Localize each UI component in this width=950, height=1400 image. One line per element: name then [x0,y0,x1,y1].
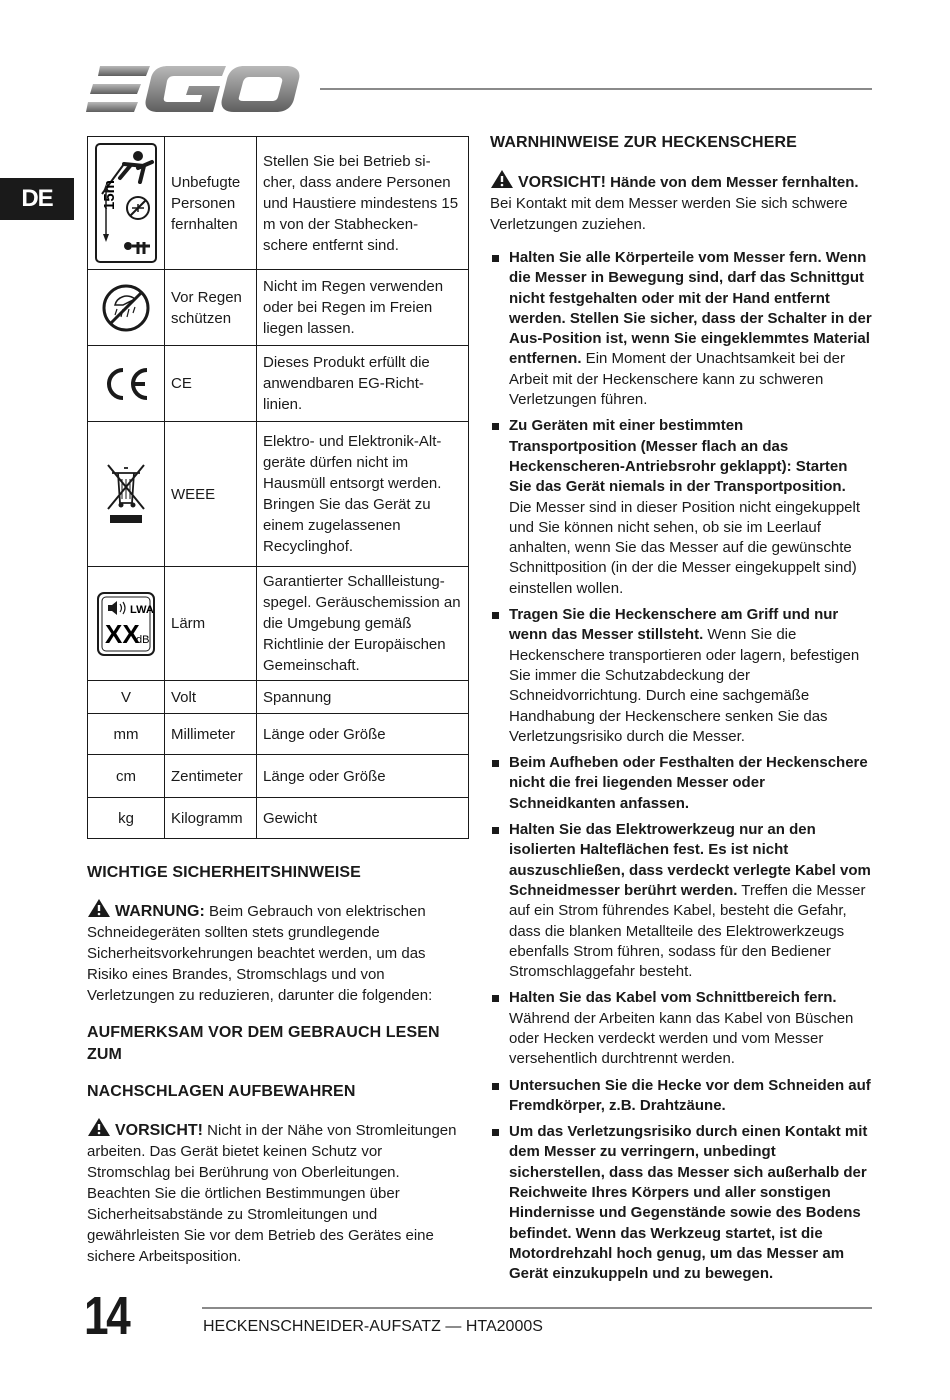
caution-label: VORSICHT! [115,1122,203,1139]
symbol-name: CE [165,346,257,422]
table-row [88,270,469,346]
section-heading: AUFMERKSAM VOR DEM GEBRAUCH LESEN ZUM [87,1024,440,1063]
list-item: Halten Sie das Elektrowerkzeug nur an den isolierten Halteflächen fest. Es ist nicht auszuschließen, dass verdeckt verlegte Kabel vom Schneidmesser berührt werden. Treffen die Messer auf ein Strom führendes Kabel, besteht die Gefahr, dass die blanken Metallteile des Elektrowerkzeugs ebenfalls Strom führen, sodass für den Bediener Stromschlaggefahr besteht. [490,820,872,982]
warning-text: Beim Gebrauch von elektrischen Schneidegeräten sollten stets grundlegende Sicherheitsvorkehrungen beachtet werden, um das Risiko eines Brandes, Stromschlags und von Verletzungen zu reduzieren, darunter die folgenden: [87,903,433,1004]
symbol-name: Millimeter [165,714,257,755]
symbol-description: Stellen Sie bei Betrieb si-cher, dass andere Personen und Haustiere mindestens 15 m von der Stabhecken-schere entfernt sind. [257,137,469,270]
warning-label: WARNUNG: [115,903,205,920]
symbol-cell: kg [88,798,165,839]
symbol-description: Dieses Produkt erfüllt die anwendbaren EG-Richt-linien. [257,346,469,422]
table-row [88,346,469,422]
symbol-cell [88,270,165,346]
symbol-cell [88,137,165,270]
table-row [88,714,469,755]
header-rule [320,88,872,90]
list-item: Untersuchen Sie die Hecke vor dem Schneiden auf Fremdkörper, z.B. Drahtzäune. [490,1076,872,1117]
symbol-name: Lärm [165,567,257,681]
caution-paragraph [87,1117,467,1267]
page-number: 14 [84,1286,129,1346]
warning-triangle-icon [87,1117,111,1137]
symbol-name: Zentimeter [165,755,257,798]
bystander-distance-icon [94,142,158,264]
table-row [88,567,469,681]
warning-paragraph [87,898,467,1006]
lwa-label: LWA [130,603,154,616]
noise-value: XX [105,618,140,649]
ego-logo [86,64,300,114]
noise-level-icon [96,591,156,657]
no-rain-icon [101,283,151,333]
hedge-trimmer-warnings [490,132,872,1291]
symbol-cell: V [88,681,165,714]
symbol-name: WEEE [165,422,257,567]
symbol-description: Länge oder Größe [257,714,469,755]
symbol-description: Länge oder Größe [257,755,469,798]
list-item: Beim Aufheben oder Festhalten der Heckenschere nicht die frei liegenden Messer oder Schneidkanten anfassen. [490,753,872,814]
symbol-name: Vor Regen schützen [165,270,257,346]
section-heading: WICHTIGE SICHERHEITSHINWEISE [87,864,361,881]
symbol-cell [88,422,165,567]
caution-paragraph [490,169,872,235]
list-item: Tragen Sie die Heckenschere am Griff und nur wenn das Messer stillsteht. Wenn Sie die Heckenschere transportieren oder lagern, befestigen Sie immer die Schutzabdeckung der Schneidvorrichtung. Durch eine sachgemäße Handhabung der Heckenschere senken Sie das Verletzungsrisiko durch die Messer. [490,605,872,747]
symbol-table [87,136,469,839]
list-item: Zu Geräten mit einer bestimmten Transportposition (Messer flach an das Heckenscheren-Antriebsrohr geklappt): Starten Sie das Gerät niemals in der Transportposition. Die Messer sind in dieser Position nicht eingekuppelt und Sie können nicht sehen, ob sie im Leerlauf anhalten, wenn Sie das Messer auf die gewünschte Schnittposition (in der die Messer eingekuppelt sind) einstellen wollen. [490,416,872,599]
list-item: Halten Sie das Kabel vom Schnittbereich fern. Während der Arbeiten kann das Kabel von Büschen oder Hecken verdeckt werden und vom Messer versehentlich durchtrennt werden. [490,988,872,1069]
symbol-cell: mm [88,714,165,755]
warning-list [490,248,872,1285]
list-item: Halten Sie alle Körperteile vom Messer fern. Wenn die Messer in Bewegung sind, darf das Schnittgut nicht festgehalten oder mit der Hand entfernt werden. Stellen Sie sicher, dass der Schalter in der Aus-Position ist, wenn Sie eingeklemmtes Material entfernen. Ein Moment der Unachtsamkeit bei der Arbeit mit der Heckenschere kann zu schweren Verletzungen führen. [490,248,872,410]
symbol-description: Spannung [257,681,469,714]
footer-title: HECKENSCHNEIDER-AUFSATZ — HTA2000S [203,1318,543,1335]
caution-bold-text: Hände von dem Messer fernhalten. [610,174,859,191]
caution-text: Nicht in der Nähe von Stromleitungen arbeiten. Das Gerät bietet keinen Schutz vor Stromschlag bei Berührung von Oberleitungen. Beachten Sie die örtlichen Bestimmungen über Sicherheitsabstände zu Stromleitungen und gewährleisten Sie vor dem Betrieb des Gerätes eine sichere Arbeitsposition. [87,1122,457,1265]
table-row [88,422,469,567]
table-row [88,137,469,270]
table-row [88,798,469,839]
section-heading: WARNHINWEISE ZUR HECKENSCHERE [490,134,797,151]
safety-section [87,862,467,1267]
caution-text: Bei Kontakt mit dem Messer werden Sie sich schwere Verletzungen zuziehen. [490,195,848,233]
section-heading: NACHSCHLAGEN AUFBEWAHREN [87,1083,356,1100]
table-row [88,755,469,798]
table-row [88,681,469,714]
symbol-name: Kilogramm [165,798,257,839]
symbol-description: Nicht im Regen verwenden oder bei Regen im Freien liegen lassen. [257,270,469,346]
ce-mark-icon [101,367,151,401]
distance-label: 15m [101,179,118,210]
symbol-name: Unbefugte Personen fernhalten [165,137,257,270]
symbol-description: Garantierter Schallleistung-spegel. Geräuschemission an die Umgebung gemäß Richtlinie der Europäischen Gemeinschaft. [257,567,469,681]
symbol-cell [88,346,165,422]
warning-triangle-icon [87,898,111,918]
list-item: Um das Verletzungsrisiko durch einen Kontakt mit dem Messer zu verringern, unbedingt sicherstellen, dass das Messer sich außerhalb der Reichweite Ihres Körpers und aller sonstigen Hindernisse und Gegenstände sowie des Bodens befindet. Wenn das Werkzeug startet, ist die Motordrehzahl hoch genug, um das Messer am Gerät einzukuppeln und zu bewegen. [490,1122,872,1284]
symbol-description: Elektro- und Elektronik-Alt-geräte dürfen nicht im Hausmüll entsorgt werden. Bringen Sie das Gerät zu einem zugelassenen Recyclinghof. [257,422,469,567]
symbol-cell [88,567,165,681]
symbol-description: Gewicht [257,798,469,839]
symbol-name: Volt [165,681,257,714]
language-tab: DE [0,178,74,220]
warning-triangle-icon [490,169,514,189]
weee-bin-icon [104,463,148,525]
symbol-cell: cm [88,755,165,798]
noise-unit: dB [136,633,150,646]
caution-label: VORSICHT! [518,174,606,191]
footer-rule [202,1307,872,1309]
